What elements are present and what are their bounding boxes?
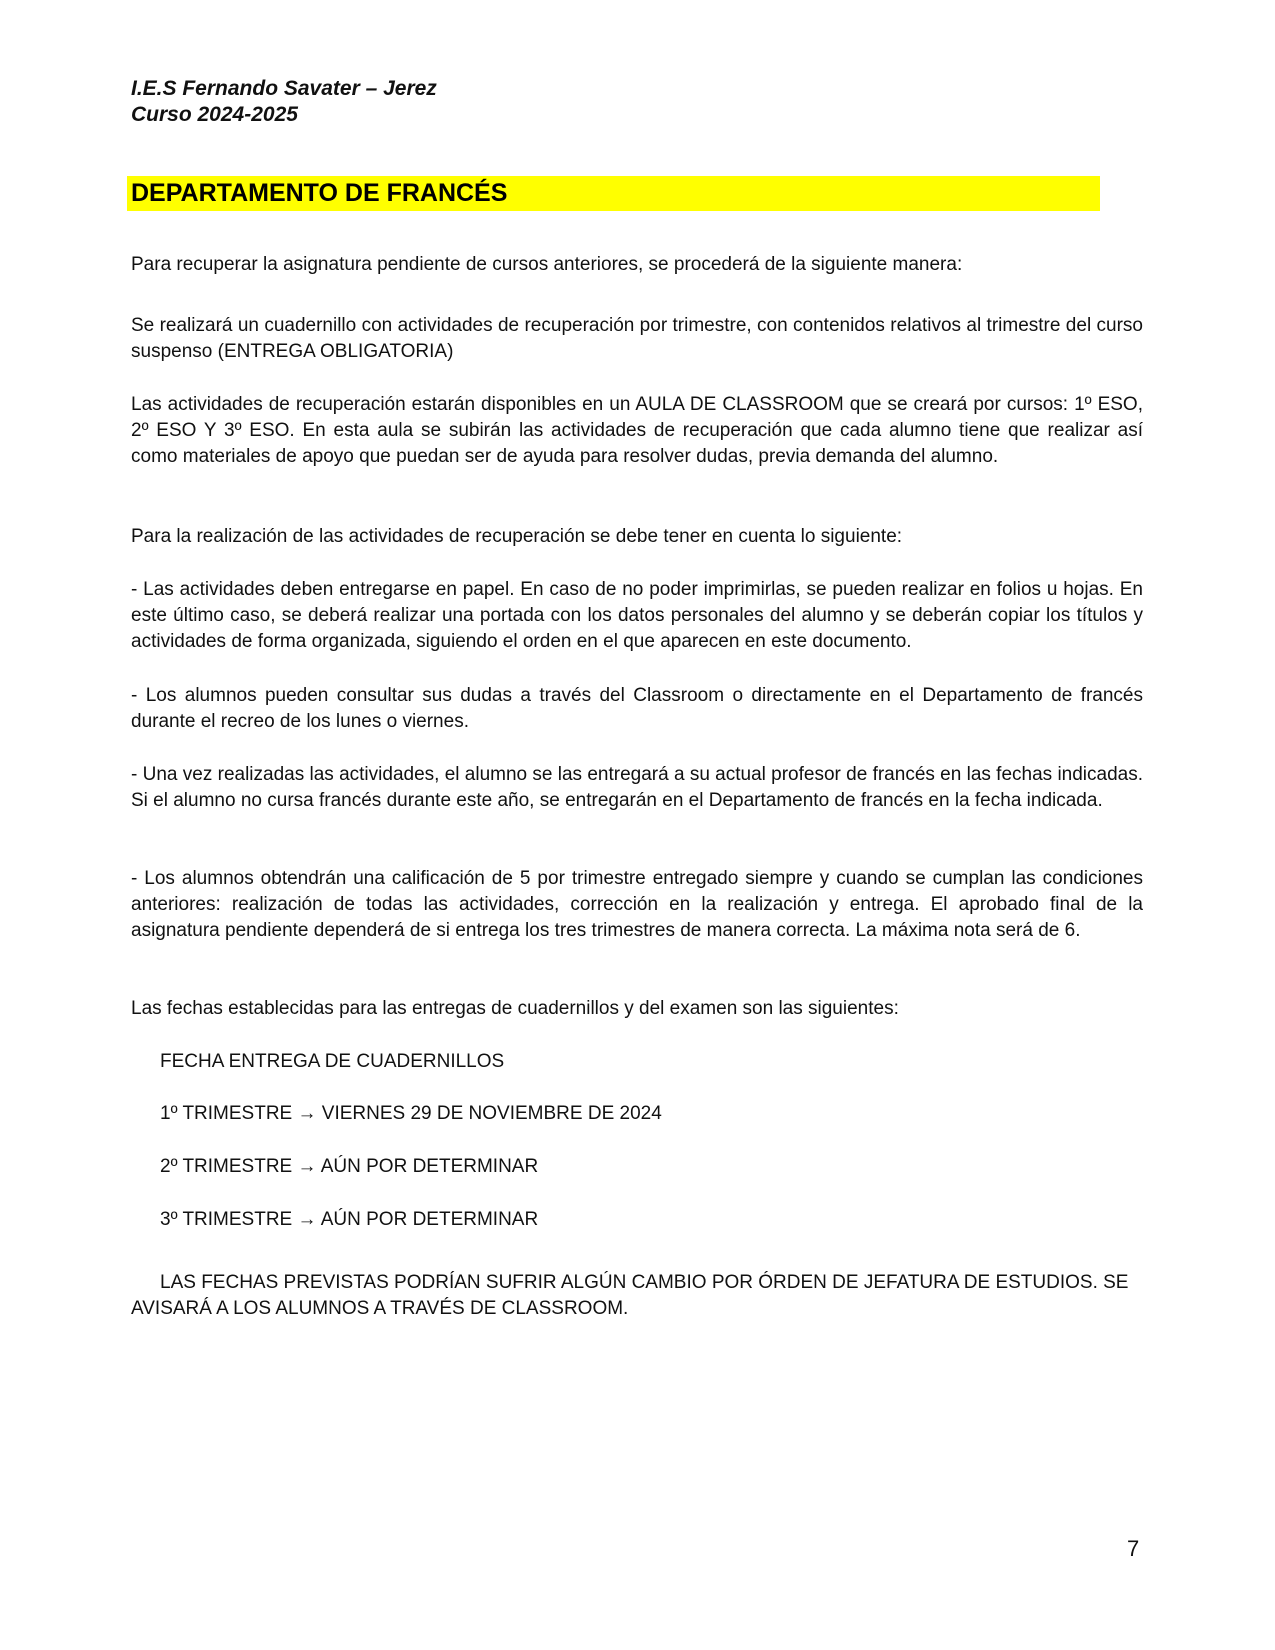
document-header (131, 76, 437, 128)
schedule-item-second-term: 2º TRIMESTRE → AÚN POR DETERMINAR (160, 1156, 539, 1177)
bullet-delivery (131, 762, 1143, 814)
paragraph-text: Las fechas establecidas para las entregas de cuadernillos y del examen son las siguientes: (131, 998, 899, 1019)
bullet-paper-delivery (131, 577, 1143, 655)
paragraph-classroom (131, 392, 1143, 470)
paragraph-text: Para recuperar la asignatura pendiente de cursos anteriores, se procederá de la siguiente manera: (131, 254, 963, 275)
department-title: DEPARTAMENTO DE FRANCÉS (131, 179, 508, 207)
paragraph-text: - Los alumnos obtendrán una calificación de 5 por trimestre entregado siempre y cuando se cumplan las condiciones anteriores: realización de todas las actividades, corrección en la realización y entrega. El aprobado final de la asignatura pendiente dependerá de si entrega los tres trimestres de manera correcta. La máxima nota será de 6. (131, 868, 1143, 941)
paragraph-text: Las actividades de recuperación estarán disponibles en un AULA DE CLASSROOM que se creará por cursos: 1º ESO, 2º ESO Y 3º ESO. En esta aula se subirán las actividades de recuperación que cada alumno tiene que realizar así como materiales de apoyo que puedan ser de ayuda para resolver dudas, previa demanda del alumno. (131, 394, 1143, 467)
school-name: I.E.S Fernando Savater – Jerez (131, 77, 437, 100)
schedule-heading: FECHA ENTREGA DE CUADERNILLOS (160, 1051, 505, 1072)
paragraph-dates-intro (131, 996, 1143, 1022)
schedule-item-first-term: 1º TRIMESTRE → VIERNES 29 DE NOVIEMBRE DE 2024 (160, 1103, 662, 1124)
schedule-item-third-term: 3º TRIMESTRE → AÚN POR DETERMINAR (160, 1209, 539, 1230)
paragraph-text: Para la realización de las actividades de recuperación se debe tener en cuenta lo siguiente: (131, 526, 903, 547)
paragraph-considerations (131, 524, 1143, 550)
paragraph-booklet (131, 313, 1143, 365)
bullet-grading (131, 866, 1143, 944)
paragraph-intro (131, 252, 1143, 278)
course-year: Curso 2024-2025 (131, 103, 298, 126)
notice-text: LAS FECHAS PREVISTAS PODRÍAN SUFRIR ALGÚN CAMBIO POR ÓRDEN DE JEFATURA DE ESTUDIOS. SE AVISARÁ A LOS ALUMNOS A TRAVÉS DE CLASSROOM. (131, 1272, 1129, 1319)
paragraph-text: - Las actividades deben entregarse en papel. En caso de no poder imprimirlas, se pueden realizar en folios u hojas. En este último caso, se deberá realizar una portada con los datos personales del alumno y se deberán copiar los títulos y actividades de forma organizada, siguiendo el orden en el que aparecen en este documento. (131, 579, 1143, 652)
paragraph-text: - Los alumnos pueden consultar sus dudas a través del Classroom o directamente en el Departamento de francés durante el recreo de los lunes o viernes. (131, 685, 1143, 732)
department-title-highlight (127, 176, 1100, 211)
bullet-doubts (131, 683, 1143, 735)
paragraph-text: Se realizará un cuadernillo con actividades de recuperación por trimestre, con contenidos relativos al trimestre del curso suspenso (ENTREGA OBLIGATORIA) (131, 315, 1143, 362)
paragraph-text: - Una vez realizadas las actividades, el alumno se las entregará a su actual profesor de francés en las fechas indicadas. Si el alumno no cursa francés durante este año, se entregarán en el Departamento de francés en la fecha indicada. (131, 764, 1143, 811)
page-number: 7 (1127, 1536, 1140, 1561)
